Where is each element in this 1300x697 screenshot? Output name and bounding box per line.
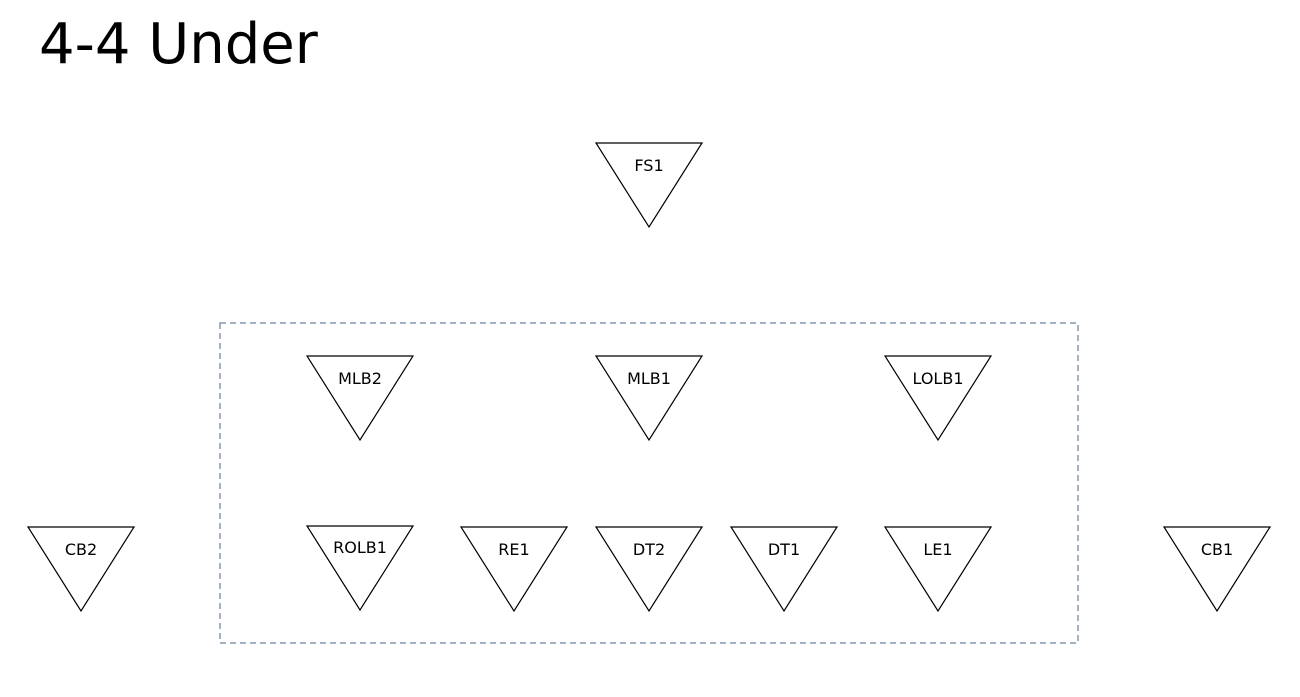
player-fs1[interactable]	[596, 143, 702, 227]
player-re1[interactable]	[461, 527, 567, 611]
player-le1[interactable]	[885, 527, 991, 611]
le1-label: LE1	[923, 540, 953, 559]
player-lolb1[interactable]	[885, 356, 991, 440]
formation-title: 4-4 Under	[39, 12, 318, 77]
cb2-label: CB2	[64, 540, 98, 559]
player-mlb2[interactable]	[307, 356, 413, 440]
cb1-label: CB1	[1200, 540, 1234, 559]
player-mlb1[interactable]	[596, 356, 702, 440]
mlb2-label: MLB2	[338, 369, 382, 388]
player-dt2[interactable]	[596, 527, 702, 611]
rolb1-label: ROLB1	[333, 538, 387, 557]
dt2-label: DT2	[632, 540, 666, 559]
lolb1-label: LOLB1	[912, 369, 964, 388]
player-dt1[interactable]	[731, 527, 837, 611]
player-cb2[interactable]	[28, 527, 134, 611]
fs1-label: FS1	[634, 156, 664, 175]
player-cb1[interactable]	[1164, 527, 1270, 611]
player-rolb1[interactable]	[307, 526, 413, 610]
re1-label: RE1	[498, 540, 530, 559]
mlb1-label: MLB1	[627, 369, 671, 388]
dt1-label: DT1	[767, 540, 801, 559]
